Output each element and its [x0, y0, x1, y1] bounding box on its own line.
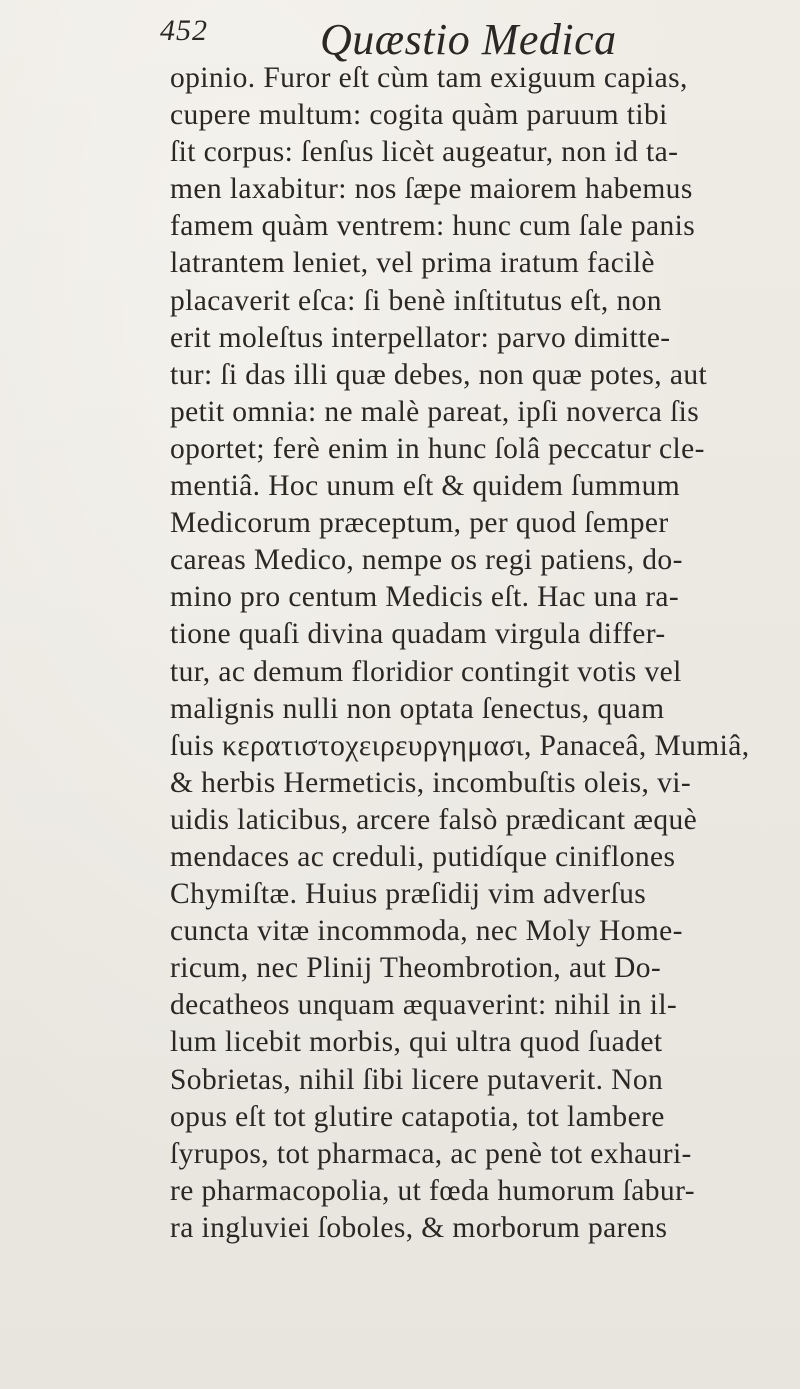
text-line: petit omnia: ne malè pareat, ipſi noverca ſis — [170, 395, 700, 428]
text-line: re pharmacopolia, ut fœda humorum ſabur- — [170, 1174, 695, 1207]
running-head — [160, 14, 617, 64]
text-line: lum licebit morbis, qui ultra quod ſuadet — [170, 1026, 663, 1059]
text-line: ſit corpus: ſenſus licèt augeatur, non id ta- — [170, 136, 679, 169]
text-line: latrantem leniet, vel prima iratum facilè — [170, 247, 655, 280]
text-line: tur, ac demum floridior contingit votis vel — [170, 655, 682, 688]
text-line: Sobrietas, nihil ſibi licere putaverit. Non — [170, 1063, 664, 1096]
text-line: cuncta vitæ incommoda, nec Moly Home- — [170, 915, 683, 948]
text-line: mino pro centum Medicis eſt. Hac una ra- — [170, 581, 680, 614]
text-line: oportet; ferè enim in hunc ſolâ peccatur cle- — [170, 432, 705, 465]
text-line: malignis nulli non optata ſenectus, quam — [170, 692, 665, 725]
text-line: ſuis κερατιστοχειρευργημασι, Panaceâ, Mumiâ, — [170, 729, 750, 762]
text-line: men laxabitur: nos ſæpe maiorem habemus — [170, 173, 693, 206]
text-line: placaverit eſca: ſi benè inſtitutus eſt, non — [170, 284, 662, 317]
text-line: tur: ſi das illi quæ debes, non quæ potes, aut — [170, 358, 708, 391]
text-line: tione quaſi divina quadam virgula differ- — [170, 618, 666, 651]
running-title: Quæstio Medica — [320, 15, 617, 64]
text-line: Medicorum præceptum, per quod ſemper — [170, 507, 669, 540]
text-line: famem quàm ventrem: hunc cum ſale panis — [170, 210, 696, 243]
text-line: uidis laticibus, arcere falsò prædicant æquè — [170, 803, 698, 836]
page-number: 452 — [160, 14, 208, 47]
text-line: cupere multum: cogita quàm paruum tibi — [170, 99, 668, 132]
text-line: decatheos unquam æquaverint: nihil in il- — [170, 989, 678, 1022]
text-line: erit moleſtus interpellator: parvo dimitte- — [170, 321, 671, 354]
text-line: mentiâ. Hoc unum eſt & quidem ſummum — [170, 470, 681, 503]
text-line: & herbis Hermeticis, incombuſtis oleis, vi- — [170, 766, 692, 799]
text-line: careas Medico, nempe os regi patiens, do- — [170, 544, 683, 577]
text-line: ſyrupos, tot pharmaca, ac penè tot exhauri- — [170, 1137, 692, 1170]
text-line: Chymiſtæ. Huius præſidij vim adverſus — [170, 878, 647, 911]
body-text — [170, 60, 790, 1247]
text-line: mendaces ac creduli, putidíque ciniflones — [170, 840, 676, 873]
text-line: ricum, nec Plinij Theombrotion, aut Do- — [170, 952, 662, 985]
text-line: ra ingluviei ſoboles, & morborum parens — [170, 1211, 668, 1244]
text-line: opus eſt tot glutire catapotia, tot lambere — [170, 1100, 665, 1133]
text-line: opinio. Furor eſt cùm tam exiguum capias, — [170, 62, 688, 94]
